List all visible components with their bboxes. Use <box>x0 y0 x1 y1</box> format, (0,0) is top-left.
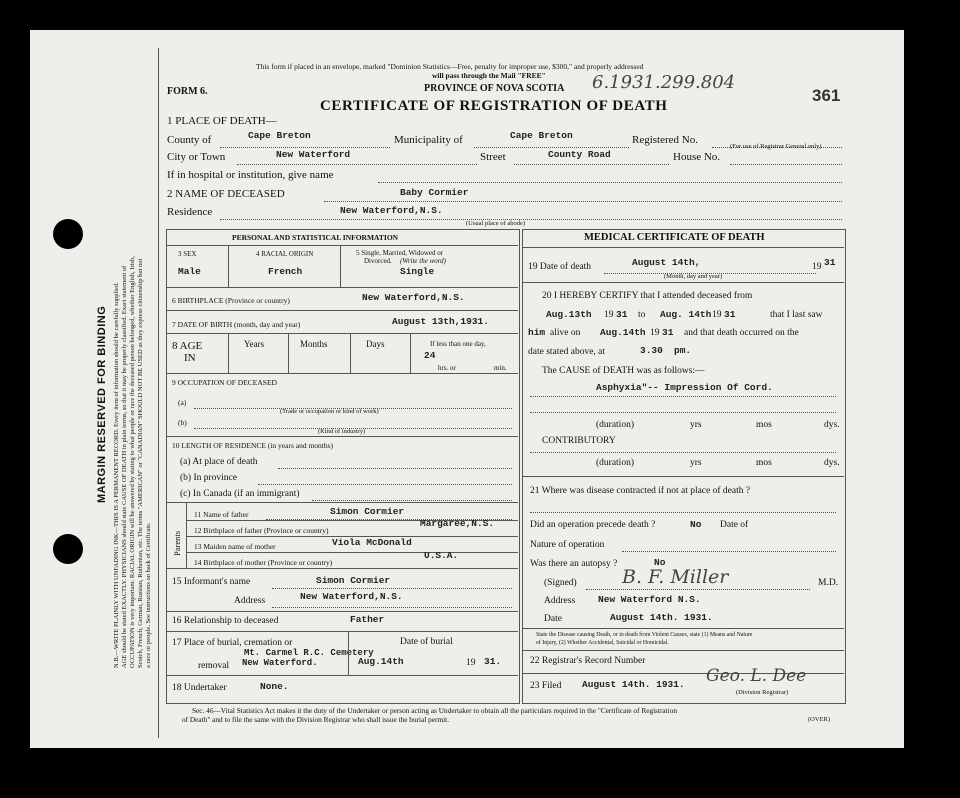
burial-date-label: Date of burial <box>400 637 453 647</box>
autopsy-label: Was there an autopsy ? <box>530 559 618 569</box>
signed-line <box>586 589 810 590</box>
relationship-value: Father <box>350 614 385 625</box>
rule <box>288 333 289 373</box>
death-date-label: 19 Date of death <box>528 262 592 272</box>
burial-place-value-1: Mt. Carmel R.C. Cemetery <box>244 648 374 658</box>
father-birthplace-value: Margaree,N.S. <box>420 518 495 529</box>
violent-causes-note-2: of Injury, (2) Whether Accidental, Suicidal or Homicidal. <box>536 640 669 646</box>
dys-label-1: dys. <box>824 420 840 430</box>
marital-label-3: (Write the word) <box>400 257 447 265</box>
last-saw-label: that I last saw <box>770 310 823 320</box>
margin-instruction-4: Scotch, French, German, Russian, Ruthenian, etc. The terms "AMERICAN" or "CANADIAN" SHOULD NOT BE USED as they express citizenship but not <box>137 258 144 668</box>
days-label: Days <box>366 339 385 349</box>
attended-from-value: Aug.13th <box>546 309 592 320</box>
md-label: M.D. <box>818 578 839 588</box>
rule <box>522 628 844 629</box>
rule <box>522 476 844 477</box>
year-prefix-3: 19 <box>650 328 660 338</box>
rule <box>228 333 229 373</box>
cause-line <box>530 396 836 397</box>
occupation-b-label: (b) <box>178 418 187 427</box>
mother-birthplace-label: 14 Birthplace of mother (Province or country) <box>194 558 333 567</box>
margin-instruction-5: a race or people. See instructions on back of Certificate. <box>145 522 152 668</box>
death-occurred-label: and that death occurred on the <box>684 328 799 338</box>
residence-b-line <box>258 484 512 485</box>
relationship-label: 16 Relationship to deceased <box>172 616 279 626</box>
signed-label: (Signed) <box>544 578 577 588</box>
sex-label: 3 SEX <box>178 250 197 258</box>
date-stated-label: date stated above, at <box>528 347 606 357</box>
footer-note-1: Sec. 46—Vital Statistics Act makes it the duty of the Undertaker or person acting as Undertaker to obtain all the particulars required in the "Certificate of Registration <box>192 706 678 715</box>
certify-label: 20 I HEREBY CERTIFY that I attended deceased from <box>542 291 753 301</box>
burial-place-value-2: New Waterford. <box>242 658 318 668</box>
nature-of-operation-label: Nature of operation <box>530 540 605 550</box>
age-label: 8 AGE <box>172 340 203 352</box>
marital-value: Single <box>400 266 435 277</box>
residence-label: Residence <box>167 206 213 218</box>
registered-number-label: Registered No. <box>632 134 698 146</box>
street-label: Street <box>480 151 506 163</box>
dob-label: 7 DATE OF BIRTH (month, day and year) <box>172 320 301 329</box>
pronoun-value: him <box>528 327 546 338</box>
physician-address-value: New Waterford N.S. <box>598 594 701 605</box>
page-title: CERTIFICATE OF REGISTRATION OF DEATH <box>320 98 668 114</box>
death-date-note: (Month, day and year) <box>664 273 723 280</box>
operation-label: Did an operation precede death ? <box>530 520 656 530</box>
rule <box>166 611 518 612</box>
mos-label-2: mos <box>756 458 772 468</box>
alive-on-value: Aug.14th <box>600 327 646 338</box>
city-line <box>237 164 477 165</box>
city-value: New Waterford <box>276 149 351 160</box>
marital-label-1: 5 Single, Married, Widowed or <box>356 249 444 257</box>
residence-a-label: (a) At place of death <box>180 457 258 467</box>
death-time-value: 3.30 <box>640 345 663 356</box>
physician-date-label: Date <box>544 614 562 624</box>
rule <box>350 333 351 373</box>
mother-name-value: Viola McDonald <box>332 537 412 548</box>
deceased-name-value: Baby Cormier <box>400 187 469 198</box>
parents-label: Parents <box>172 530 182 556</box>
cause-label: The CAUSE of DEATH was as follows:— <box>542 366 705 376</box>
name-line <box>324 201 842 202</box>
years-label: Years <box>244 339 265 349</box>
province-label: PROVINCE OF NOVA SCOTIA <box>424 83 565 94</box>
undertaker-value: None. <box>260 681 289 692</box>
rule <box>186 552 518 553</box>
physician-date-value: August 14th. 1931. <box>610 612 713 623</box>
contributory-line <box>530 452 836 453</box>
registrar-use-note: (For use of Registrar General only) <box>730 143 822 150</box>
residence-value: New Waterford,N.S. <box>340 205 443 216</box>
hours-value: 24 <box>424 350 436 361</box>
duration-label-2: (duration) <box>596 458 634 468</box>
margin-reserved-label: MARGIN RESERVED FOR BINDING <box>96 305 108 503</box>
physician-signature: B. F. Miller <box>622 566 729 588</box>
deceased-name-label: 2 NAME OF DECEASED <box>167 188 285 200</box>
date-of-label: Date of <box>720 520 749 530</box>
corner-number: 361 <box>812 86 841 105</box>
rule <box>348 631 349 675</box>
duration-label-1: (duration) <box>596 420 634 430</box>
residence-line <box>220 219 842 220</box>
minutes-label: min. <box>494 364 507 372</box>
occupation-a-label: (a) <box>178 398 187 407</box>
margin-instruction-1: N.B.—WRITE PLAINLY WITH UNFADING INK—THIS IS A PERMANENT RECORD. Every item of information should be carefully supplied. <box>113 282 120 668</box>
cause-line-2 <box>530 412 836 413</box>
cause-value: Asphyxia"-- Impression Of Cord. <box>596 382 773 393</box>
street-value: County Road <box>548 149 611 160</box>
residence-c-label: (c) In Canada (if an immigrant) <box>180 489 300 499</box>
burial-date-value: Aug.14th <box>358 656 404 667</box>
autopsy-value: No <box>654 557 666 568</box>
rule <box>522 282 844 283</box>
rule <box>166 310 518 311</box>
hospital-label: If in hospital or institution, give name <box>167 169 334 181</box>
rule <box>166 631 518 632</box>
registration-number: 6.1931.299.804 <box>592 72 736 93</box>
nature-line <box>622 551 836 552</box>
mother-name-label: 13 Maiden name of mother <box>194 542 276 551</box>
informant-line <box>272 588 512 589</box>
attended-to-value: Aug. 14th <box>660 309 712 320</box>
residence-c-line <box>312 500 512 501</box>
alive-on-label: alive on <box>550 328 581 338</box>
burial-year-value: 31. <box>484 656 502 667</box>
city-label: City or Town <box>167 151 226 163</box>
dob-value: August 13th,1931. <box>392 316 489 327</box>
attended-to-year: 31 <box>724 309 736 320</box>
rule <box>166 436 518 437</box>
age-label-in: IN <box>184 352 196 364</box>
less-than-day-label: If less than one day, <box>430 340 486 348</box>
rule <box>166 502 518 503</box>
dys-label-2: dys. <box>824 458 840 468</box>
division-registrar-label: (Division Registrar) <box>736 689 789 696</box>
medical-heading: MEDICAL CERTIFICATE OF DEATH <box>584 232 765 243</box>
burial-year-prefix: 19 <box>466 658 476 668</box>
footer-note-2: of Death" and to file the same with the Division Registrar who shall issue the burial permit. <box>182 715 450 724</box>
undertaker-label: 18 Undertaker <box>172 683 227 693</box>
rule <box>166 373 518 374</box>
record-number-label: 22 Registrar's Record Number <box>530 656 646 666</box>
municipality-line <box>474 147 629 148</box>
racial-origin-label: 4 RACIAL ORIGIN <box>256 250 314 258</box>
alive-on-year: 31 <box>662 327 674 338</box>
disease-contracted-label: 21 Where was disease contracted if not at place of death ? <box>530 486 751 496</box>
contributory-label: CONTRIBUTORY <box>542 436 616 446</box>
marital-label-2: Divorced. <box>364 257 392 265</box>
rule <box>228 245 229 287</box>
to-label: to <box>638 310 646 320</box>
sex-value: Male <box>178 266 201 277</box>
father-name-label: 11 Name of father <box>194 510 249 519</box>
street-line <box>514 164 669 165</box>
municipality-label: Municipality of <box>394 134 463 146</box>
year-prefix-2: 19 <box>712 310 722 320</box>
yrs-label-1: yrs <box>690 420 702 430</box>
margin-divider <box>158 48 159 738</box>
death-date-value: August 14th, <box>632 257 701 268</box>
margin-instruction-3: OCCUPATION is very important. RACIAL ORIGIN will be answered by stating to what people or race the deceased person belonged, whether English, Irish, <box>129 256 136 668</box>
municipality-value: Cape Breton <box>510 130 573 141</box>
months-label: Months <box>300 339 328 349</box>
father-name-value: Simon Cormier <box>330 506 405 517</box>
residence-length-label: 10 LENGTH OF RESIDENCE (in years and months) <box>172 441 334 450</box>
filed-label: 23 Filed <box>530 681 562 691</box>
burial-label-1: 17 Place of burial, cremation or <box>172 638 293 648</box>
informant-address-value: New Waterford,N.S. <box>300 591 403 602</box>
operation-value: No <box>690 519 702 530</box>
over-label: (OVER) <box>808 716 831 723</box>
year-prefix-1: 19 <box>604 310 614 320</box>
informant-value: Simon Cormier <box>316 575 391 586</box>
death-time-pm: pm. <box>674 345 692 356</box>
yrs-label-2: yrs <box>690 458 702 468</box>
personal-heading: PERSONAL AND STATISTICAL INFORMATION <box>232 233 399 242</box>
place-of-death-label: 1 PLACE OF DEATH— <box>167 115 277 127</box>
death-year-value: 31 <box>824 257 836 268</box>
death-year-prefix: 19 <box>812 262 822 272</box>
rule <box>166 287 518 288</box>
mother-birthplace-value: U.S.A. <box>424 550 459 561</box>
rule <box>340 245 341 287</box>
binding-hole-top <box>53 219 83 249</box>
occupation-b-note: (Kind of industry) <box>318 428 366 435</box>
informant-label: 15 Informant's name <box>172 577 251 587</box>
rule <box>410 333 411 373</box>
rule <box>166 245 518 246</box>
rule <box>166 675 518 676</box>
burial-label-2: removal <box>198 661 230 671</box>
rule <box>522 247 844 248</box>
county-line <box>220 147 390 148</box>
birthplace-value: New Waterford,N.S. <box>362 292 465 303</box>
county-label: County of <box>167 134 212 146</box>
usual-abode-note: (Usual place of abode) <box>466 220 526 227</box>
hours-label: hrs. or <box>438 364 456 372</box>
rule <box>166 568 518 569</box>
racial-origin-value: French <box>268 266 303 277</box>
mos-label-1: mos <box>756 420 772 430</box>
birthplace-label: 6 BIRTHPLACE (Province or country) <box>172 296 290 305</box>
residence-a-line <box>278 468 512 469</box>
informant-address-line <box>272 607 512 608</box>
house-number-label: House No. <box>673 151 721 163</box>
physician-address-label: Address <box>544 596 576 606</box>
mail-notice-2: will pass through the Mail "FREE" <box>432 71 546 80</box>
rule <box>522 650 844 651</box>
house-line <box>730 164 842 165</box>
rule <box>166 333 518 334</box>
residence-b-label: (b) In province <box>180 473 237 483</box>
form-number: FORM 6. <box>167 86 208 97</box>
margin-instruction-2: AGE should be stated EXACTLY. PHYSICIANS should state CAUSE OF DEATH in plain terms, so that it may be properly classified. Exact statement of <box>121 265 128 668</box>
occupation-label: 9 OCCUPATION OF DECEASED <box>172 378 277 387</box>
binding-hole-bottom <box>53 534 83 564</box>
registrar-signature: Geo. L. Dee <box>706 666 807 686</box>
father-birthplace-label: 12 Birthplace of father (Province or country) <box>194 526 329 535</box>
occupation-a-note: (Trade or occupation or kind of work) <box>280 408 379 415</box>
rule <box>186 502 187 568</box>
hospital-line <box>378 182 842 183</box>
contracted-line <box>530 512 836 513</box>
violent-causes-note-1: State the Disease causing Death, or in death from Violent Causes, state (1) Means and Nature <box>536 632 753 638</box>
filed-value: August 14th. 1931. <box>582 679 685 690</box>
county-value: Cape Breton <box>248 130 311 141</box>
mail-notice-1: This form if placed in an envelope, marked "Dominion Statistics—Free, penalty for improper use, $300," and properly addressed <box>256 62 644 71</box>
attended-from-year: 31 <box>616 309 628 320</box>
informant-address-label: Address <box>234 596 266 606</box>
